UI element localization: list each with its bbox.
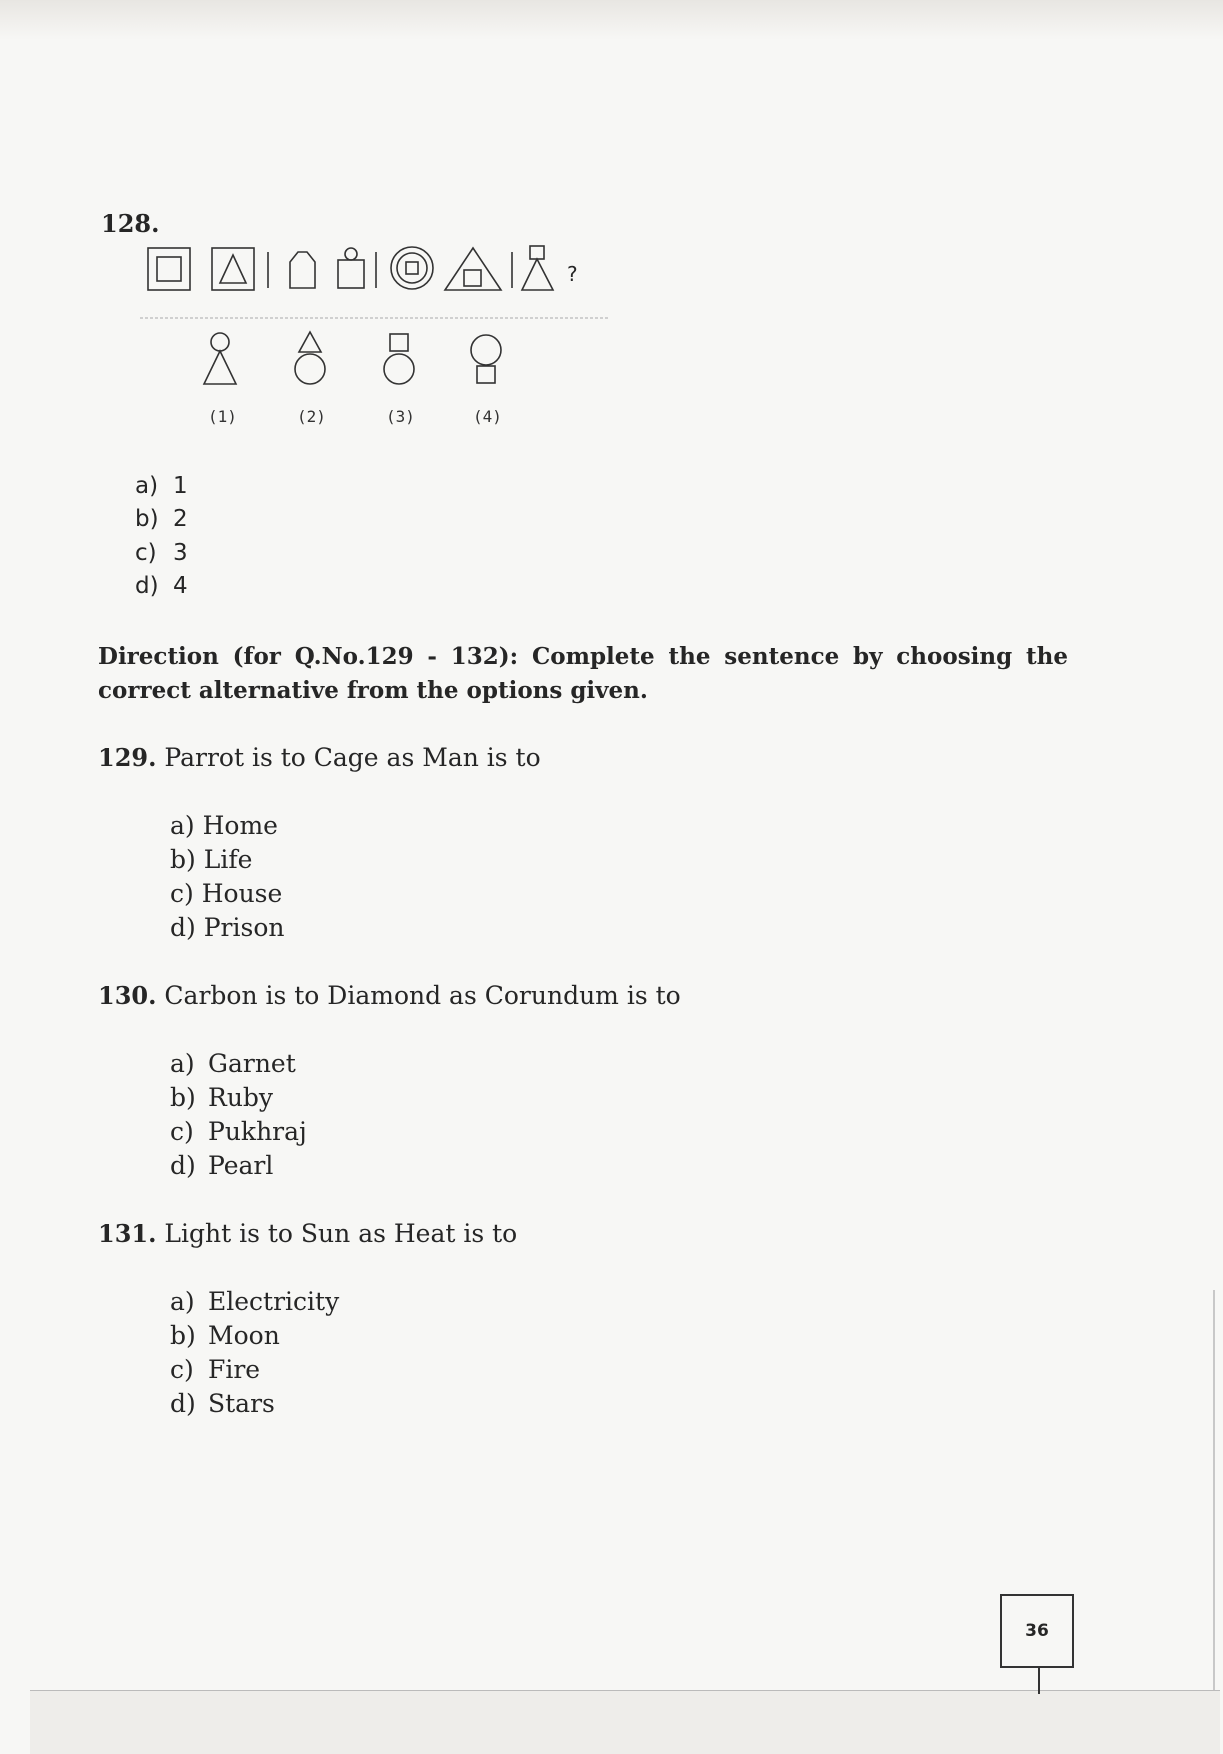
answer-figure-2 bbox=[299, 332, 321, 352]
question-129-option-d: d) Prison bbox=[170, 913, 285, 942]
question-128-number: 128. bbox=[101, 209, 160, 238]
page-number-stem bbox=[1038, 1668, 1040, 1694]
page-number-box bbox=[1000, 1594, 1074, 1668]
question-129-option-b: b) Life bbox=[170, 845, 253, 874]
question-128-question-mark: ? bbox=[567, 262, 578, 286]
right-page-edge bbox=[1213, 1290, 1215, 1690]
question-128-answer-figures bbox=[180, 330, 520, 390]
question-131-option-d: d) Stars bbox=[170, 1389, 275, 1418]
question-131-option-c: c) Fire bbox=[170, 1355, 261, 1384]
question-129-option-a: a) Home bbox=[170, 811, 278, 840]
question-130-option-d: d) Pearl bbox=[170, 1151, 274, 1180]
question-131: 131. Light is to Sun as Heat is to bbox=[98, 1219, 518, 1248]
question-130: 130. Carbon is to Diamond as Corundum is to bbox=[98, 981, 681, 1010]
question-129: 129. Parrot is to Cage as Man is to bbox=[98, 743, 541, 772]
question-131-option-b: b) Moon bbox=[170, 1321, 280, 1350]
question-130-option-a: a) Garnet bbox=[170, 1049, 296, 1078]
question-131-option-a: a) Electricity bbox=[170, 1287, 340, 1316]
answer-figure-1 bbox=[211, 333, 229, 351]
series-figure-1 bbox=[148, 248, 190, 290]
page-number: 36 bbox=[1025, 1621, 1049, 1641]
answer-figure-label-4: (4) bbox=[473, 407, 502, 426]
series-figure-4 bbox=[345, 248, 357, 260]
answer-figure-3 bbox=[390, 334, 408, 351]
question-130-option-b: b) Ruby bbox=[170, 1083, 274, 1112]
question-129-option-c: c) House bbox=[170, 879, 283, 908]
series-figure-7 bbox=[530, 246, 544, 259]
top-scan-edge bbox=[0, 0, 1223, 40]
series-figure-6 bbox=[445, 248, 501, 290]
answer-figure-label-3: (3) bbox=[386, 407, 415, 426]
question-130-option-c: c) Pukhraj bbox=[170, 1117, 307, 1146]
bottom-scan-edge bbox=[30, 1690, 1220, 1754]
answer-figure-label-2: (2) bbox=[297, 407, 326, 426]
question-128-option-d: d) 4 bbox=[135, 573, 188, 599]
question-128-option-b: b) 2 bbox=[135, 506, 188, 532]
question-128-option-a: a) 1 bbox=[135, 473, 188, 499]
answer-figure-4 bbox=[471, 335, 501, 365]
question-128-option-c: c) 3 bbox=[135, 540, 188, 566]
direction-text: Direction (for Q.No.129 - 132): Complete the sentence by choosing the correct alternative from the options given. bbox=[98, 643, 1068, 704]
answer-figure-label-1: (1) bbox=[208, 407, 237, 426]
question-128-figure-series bbox=[140, 240, 610, 325]
series-figure-3 bbox=[290, 252, 315, 288]
